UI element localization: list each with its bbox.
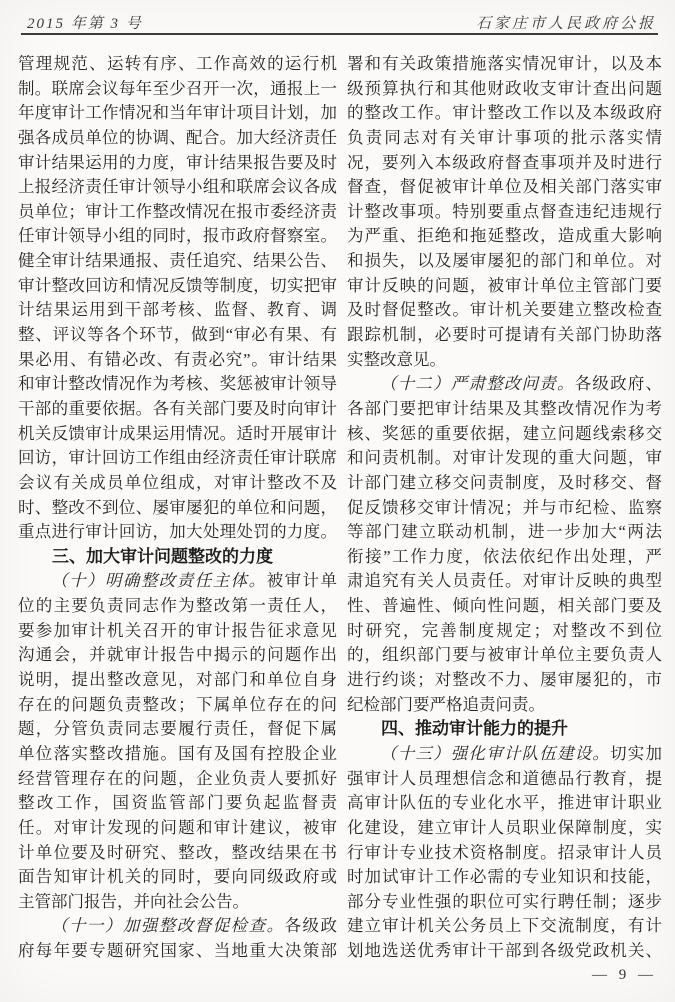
body-text: 进行约谈；对整改不力、屡审屡犯的，市: [347, 670, 662, 690]
body-text: 衔接”工作力度，依法依纪作出处理，严: [347, 546, 662, 566]
body-text: 和审计整改情况作为考核、奖惩被审计领导: [18, 374, 337, 394]
text-line: [18, 200, 337, 225]
text-line: [18, 422, 337, 447]
body-text: 沟通会，并就审计报告中揭示的问题作出: [18, 645, 337, 665]
text-line: [18, 742, 337, 767]
text-line: [347, 422, 662, 447]
body-text: 主管部门报告，并向社会公告。: [18, 891, 249, 911]
text-line: [18, 643, 337, 668]
body-text: 要参加审计机关召开的审计报告征求意见: [18, 620, 337, 640]
body-text: 计部门建立移交问责制度，及时移交、督: [347, 472, 662, 492]
text-line: [347, 372, 662, 397]
text-line: [347, 348, 662, 373]
text-line: [18, 348, 337, 373]
body-text: 各级政府、: [574, 374, 662, 394]
text-line: [18, 569, 337, 594]
body-text: 机关反馈审计成果运用情况。适时开展审计: [18, 423, 337, 443]
text-line: [347, 496, 662, 521]
body-text: 经营管理存在的问题，企业负责人要抓好: [18, 768, 337, 788]
text-line: [347, 224, 662, 249]
text-line: [347, 446, 662, 471]
body-text: 存在的问题负责整改；下属单位存在的问: [18, 694, 337, 714]
page-number: — 9 —: [592, 967, 657, 983]
header-rule: [21, 33, 658, 35]
text-line: [18, 52, 337, 77]
text-line: [347, 298, 662, 323]
body-text: 各部门要把审计结果及其整改情况作为考: [347, 398, 662, 418]
text-line: [347, 323, 662, 348]
body-text: 位的主要负责同志作为整改第一责任人，: [18, 596, 337, 616]
text-line: [18, 126, 337, 151]
body-text: 题，分管负责同志要履行责任，督促下属: [18, 719, 337, 739]
body-text: 督查，督促被审计单位及相关部门落实审: [347, 177, 662, 197]
text-line: [347, 865, 662, 890]
text-line: [347, 841, 662, 866]
text-line: [18, 594, 337, 619]
body-text: 时、整改不到位、屡审屡犯的单位和问题，: [18, 497, 337, 517]
section-heading: 四、推动审计能力的提升: [381, 719, 568, 739]
body-text: 健全审计结果通报、责任追究、结果公告、: [18, 251, 337, 271]
body-text: 况，要列入本级政府督查事项并及时进行: [347, 152, 662, 172]
text-line: [347, 791, 662, 816]
body-text: 审计结果运用的力度，审计结果报告要及时: [18, 152, 337, 172]
body-text: 审计整改回访和情况反馈等制度，切实把审: [18, 275, 337, 295]
clause-title: （十三）强化审计队伍建设。: [380, 743, 611, 763]
body-text: 的整改工作。审计整改工作以及本级政府: [347, 103, 662, 123]
body-text: 强审计人员理想信念和道德品行教育，提: [347, 768, 662, 788]
clause-title: （十二）严肃整改问责。: [380, 374, 575, 394]
body-text: 计结果运用到干部考核、监督、教育、调: [18, 300, 337, 320]
text-line: [347, 742, 662, 767]
text-line: [347, 249, 662, 274]
body-text: 整改工作，国资监管部门要负起监督责: [18, 793, 337, 813]
body-text: 署和有关政策措施落实情况审计，以及本: [347, 54, 662, 73]
header-issue-label: 2015 年第 3 号: [27, 16, 143, 32]
text-line: [18, 890, 337, 915]
body-text: 任审计领导小组的同时，报市政府督察室。: [18, 226, 337, 246]
body-text: 干部的重要依据。各有关部门要及时向审计: [18, 398, 337, 418]
text-line: [18, 249, 337, 274]
body-text: 为严重、拒绝和拖延整改，造成重大影响: [347, 226, 662, 246]
body-text: 管理规范、运转有序、工作高效的运行机: [18, 54, 337, 73]
body-text: 的，组织部门要与被审计单位主要负责人: [347, 645, 662, 665]
text-line: [347, 77, 662, 102]
body-text: 被审计单: [266, 571, 337, 591]
text-line: [347, 767, 662, 792]
text-line: [18, 372, 337, 397]
body-text: 及时督促整改。审计机关要建立整改检查: [347, 300, 662, 320]
body-text: 计单位要及时研究、整改，整改结果在书: [18, 842, 337, 862]
body-text: 核、奖惩的重要依据，建立问题线索移交: [347, 423, 662, 443]
text-line: [18, 298, 337, 323]
clause-title: （十一）加强整改督促检查。: [51, 916, 285, 936]
body-text: 部分专业性强的职位可实行聘任制；逐步: [347, 891, 662, 911]
body-text: 级预算执行和其他财政收支审计查出问题: [347, 78, 662, 98]
text-line: [347, 52, 662, 77]
text-line: [347, 151, 662, 176]
text-line: [18, 668, 337, 693]
body-text: 任。对审计发现的问题和审计建议，被审: [18, 817, 337, 837]
text-line: [18, 841, 337, 866]
text-line: [18, 397, 337, 422]
text-line: [18, 939, 337, 964]
clause-title: （十）明确整改责任主体。: [51, 571, 267, 591]
text-line: [18, 865, 337, 890]
body-text: 计整改事项。特别要重点督查违纪违规行: [347, 201, 662, 221]
body-text: 性、普遍性、倾向性问题，相关部门要及: [347, 596, 662, 616]
body-text: 等部门建立联动机制，进一步加大“两法: [347, 522, 662, 542]
body-text: 上报经济责任审计领导小组和联席会议各成: [18, 177, 337, 197]
body-text: 整、评议等各个环节，做到“审必有果、有: [18, 325, 337, 345]
body-text: 和问责机制。对审计发现的重大问题，审: [347, 448, 662, 468]
text-line: [347, 619, 662, 644]
text-line: [347, 471, 662, 496]
text-line: [347, 914, 662, 939]
text-line: [18, 619, 337, 644]
text-line: [18, 520, 337, 545]
text-line: [18, 914, 337, 939]
text-line: [18, 767, 337, 792]
right-text-column: [347, 52, 662, 964]
body-text: 建立审计机关公务员上下交流制度，有计: [347, 916, 662, 936]
text-line: [347, 520, 662, 545]
text-line: [18, 274, 337, 299]
text-line: [347, 126, 662, 151]
text-line: [18, 323, 337, 348]
text-line: [347, 643, 662, 668]
text-line: [347, 693, 662, 718]
text-line: [347, 274, 662, 299]
text-line: [18, 101, 337, 126]
body-text: 行审计专业技术资格制度。招录审计人员: [347, 842, 662, 862]
text-line: [347, 890, 662, 915]
text-line: [347, 668, 662, 693]
text-line: [347, 545, 662, 570]
body-text: 员单位；审计工作整改情况在报市委经济责: [18, 201, 337, 221]
body-text: 化建设，建立审计人员职业保障制度，实: [347, 817, 662, 837]
body-text: 时加试审计工作必需的专业知识和技能，: [347, 867, 662, 887]
body-text: 促反馈移交审计情况；并与市纪检、监察: [347, 497, 662, 517]
body-text: 果必用、有错必改、有责必究”。审计结果: [18, 349, 337, 369]
body-text: 审计反映的问题，被审计单位主管部门要: [347, 275, 662, 295]
body-text: 府每年要专题研究国家、当地重大决策部: [18, 941, 337, 961]
text-line: [18, 471, 337, 496]
text-line: [18, 791, 337, 816]
body-text: 说明，提出整改意见，对部门和单位自身: [18, 670, 337, 690]
text-line: [18, 175, 337, 200]
left-text-column: [18, 52, 337, 964]
text-line: [18, 446, 337, 471]
body-text: 回访，审计回访工作组由经济责任审计联席: [18, 448, 337, 468]
text-line: [347, 816, 662, 841]
text-line: [18, 816, 337, 841]
body-text: 面告知审计机关的同时，要向同级政府或: [18, 867, 337, 887]
text-line: [347, 175, 662, 200]
text-line: [18, 717, 337, 742]
body-text: 实整改意见。: [347, 349, 446, 369]
body-text: 年度审计工作情况和当年审计项目计划，加: [18, 103, 337, 123]
text-line: [347, 939, 662, 964]
text-line: [347, 569, 662, 594]
body-text: 各级政: [284, 916, 337, 936]
body-text: 会议有关成员单位组成，对审计整改不及: [18, 472, 337, 492]
body-text: 肃追究有关人员责任。对审计反映的典型: [347, 571, 662, 591]
text-line: [18, 693, 337, 718]
text-line: [347, 397, 662, 422]
text-line: [18, 77, 337, 102]
body-text: 时研究，完善制度规定；对整改不到位: [347, 620, 662, 640]
section-heading: 三、加大审计问题整改的力度: [52, 546, 273, 566]
body-text: 和损失，以及屡审屡犯的部门和单位。对: [347, 251, 662, 271]
text-line: [18, 151, 337, 176]
body-text: 强各成员单位的协调、配合。加大经济责任: [18, 127, 337, 147]
body-text: 制。联席会议每年至少召开一次，通报上一: [18, 78, 337, 98]
header-gazette-title: 石家庄市人民政府公报: [475, 16, 656, 32]
text-line: [347, 101, 662, 126]
text-line: [18, 496, 337, 521]
text-line: [18, 224, 337, 249]
body-text: 划地选送优秀审计干部到各级党政机关、: [347, 941, 662, 961]
body-text: 纪检部门要严格追责问责。: [347, 694, 545, 714]
body-text: 重点进行审计回访，加大处理处罚的力度。: [18, 522, 337, 542]
body-text: 单位落实整改措施。国有及国有控股企业: [18, 743, 337, 763]
text-line: [347, 200, 662, 225]
body-text: 跟踪机制，必要时可提请有关部门协助落: [347, 325, 662, 345]
text-line: [347, 594, 662, 619]
body-text: 切实加: [610, 743, 662, 763]
body-text: 高审计队伍的专业化水平，推进审计职业: [347, 793, 662, 813]
body-text: 负责同志对有关审计事项的批示落实情: [347, 127, 662, 147]
